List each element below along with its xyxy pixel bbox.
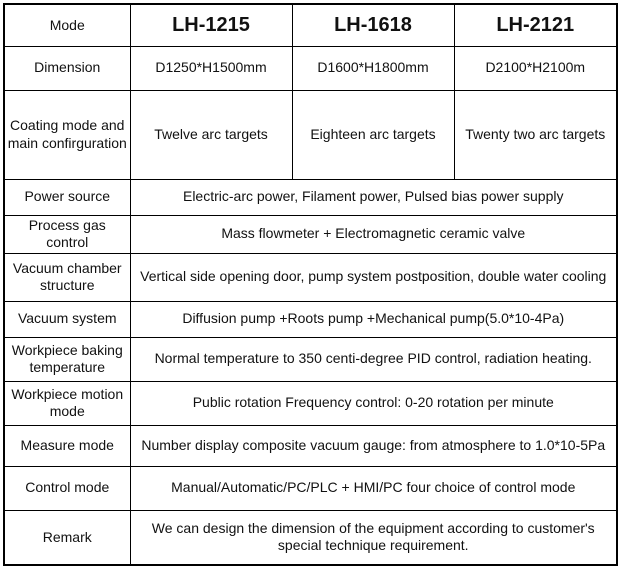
spec-table [3,3,618,566]
row-label: Control mode [4,466,130,510]
spec-row-baking-temperature [4,337,617,381]
row-label: Workpiece motion mode [4,381,130,425]
row-value: Electric-arc power, Filament power, Pulsed bias power supply [130,179,617,215]
spec-row-remark [4,510,617,565]
dimension-value-1618: D1600*H1800mm [292,46,454,90]
row-label: Process gas control [4,215,130,253]
row-value: Manual/Automatic/PC/PLC + HMI/PC four choice of control mode [130,466,617,510]
row-value: We can design the dimension of the equipment according to customer's special technique requirement. [130,510,617,565]
row-value: Vertical side opening door, pump system postposition, double water cooling [130,253,617,301]
row-value: Normal temperature to 350 centi-degree PID control, radiation heating. [130,337,617,381]
spec-row-vacuum-chamber [4,253,617,301]
coating-row [4,90,617,179]
row-label: Measure mode [4,425,130,466]
row-label: Remark [4,510,130,565]
model-lh-1215: LH-1215 [130,4,292,46]
dimension-value-1215: D1250*H1500mm [130,46,292,90]
coating-label-line1: Coating mode and [10,117,125,133]
row-label: Vacuum chamber structure [4,253,130,301]
row-value: Public rotation Frequency control: 0-20 rotation per minute [130,381,617,425]
coating-label-line2: main confirguration [7,134,127,151]
row-value: Diffusion pump +Roots pump +Mechanical pump(5.0*10-4Pa) [130,301,617,337]
row-label: Workpiece baking temperature [4,337,130,381]
row-value: Number display composite vacuum gauge: from atmosphere to 1.0*10-5Pa [130,425,617,466]
row-label: Vacuum system [4,301,130,337]
header-label: Mode [4,4,130,46]
coating-value-1215: Twelve arc targets [130,90,292,179]
row-value: Mass flowmeter + Electromagnetic ceramic valve [130,215,617,253]
dimension-row [4,46,617,90]
dimension-label: Dimension [4,46,130,90]
coating-value-2121: Twenty two arc targets [454,90,617,179]
coating-value-1618: Eighteen arc targets [292,90,454,179]
model-lh-1618: LH-1618 [292,4,454,46]
header-row [4,4,617,46]
spec-row-vacuum-system [4,301,617,337]
coating-label [4,90,130,179]
spec-row-control-mode [4,466,617,510]
model-lh-2121: LH-2121 [454,4,617,46]
spec-row-process-gas [4,215,617,253]
spec-row-power-source [4,179,617,215]
row-label: Power source [4,179,130,215]
spec-row-measure-mode [4,425,617,466]
dimension-value-2121: D2100*H2100m [454,46,617,90]
spec-row-motion-mode [4,381,617,425]
